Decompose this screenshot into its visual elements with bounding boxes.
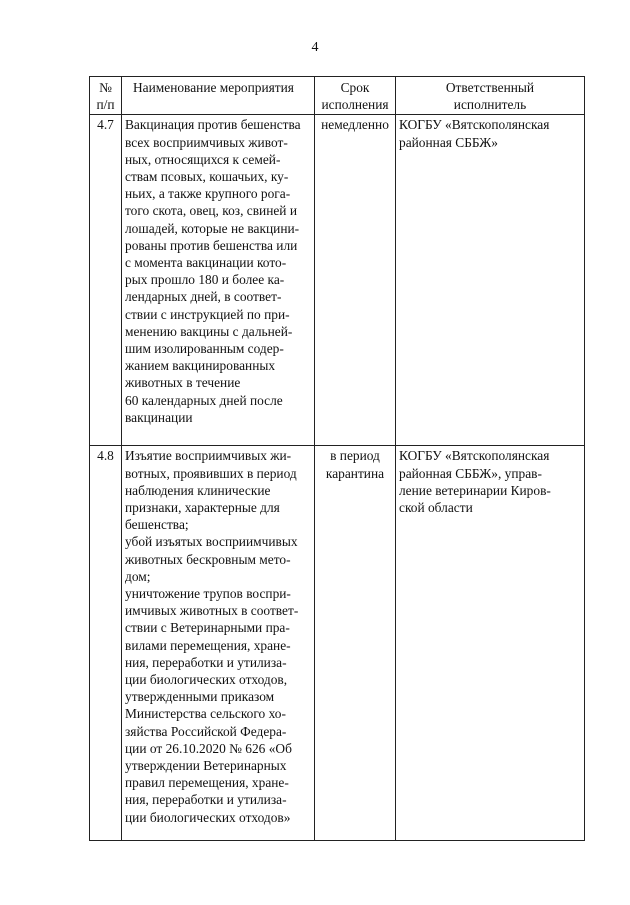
row-name-line: 60 календарных дней после bbox=[125, 392, 283, 408]
row-name-line: дом; bbox=[125, 568, 151, 584]
row-name-line: ньих, а также крупного рога- bbox=[125, 186, 291, 202]
page-number: 4 bbox=[311, 40, 319, 55]
table-row bbox=[90, 115, 585, 446]
row-name-line: шим изолированным содер- bbox=[125, 341, 284, 357]
row-name-line: Вакцинация против бешенства bbox=[125, 117, 301, 133]
header-term-line: исполнения bbox=[321, 97, 389, 113]
table-row bbox=[90, 446, 585, 841]
row-number: 4.7 bbox=[90, 115, 122, 446]
row-name-line: вотных, проявивших в период bbox=[125, 465, 297, 481]
row-responsible-line: районная СББЖ», управ- bbox=[399, 465, 542, 481]
row-name-line: рованы против бешенства или bbox=[125, 237, 298, 253]
row-term-line: немедленно bbox=[321, 117, 389, 133]
row-name-line: вилами перемещения, хране- bbox=[125, 637, 291, 653]
header-term-line: Срок bbox=[340, 80, 370, 95]
measures-table bbox=[89, 76, 585, 841]
row-name-line: утверждении Ветеринарных bbox=[125, 758, 287, 774]
row-name-line: Изъятие восприимчивых жи- bbox=[125, 448, 292, 464]
row-name-line: уничтожение трупов воспри- bbox=[125, 586, 291, 602]
header-responsible-line: исполнитель bbox=[453, 97, 527, 113]
row-name-line: всех восприимчивых живот- bbox=[125, 134, 288, 150]
table-header-row bbox=[90, 77, 585, 115]
row-responsible-cell bbox=[396, 115, 585, 446]
row-name-line: бешенства; bbox=[125, 517, 189, 533]
row-name-line: с момента вакцинации кото- bbox=[125, 255, 287, 271]
row-name-line: ния, переработки и утилиза- bbox=[125, 654, 287, 670]
row-name-line: убой изъятых восприимчивых bbox=[125, 534, 298, 550]
row-responsible-line: районная СББЖ» bbox=[399, 134, 498, 150]
row-name-line: утвержденными приказом bbox=[125, 689, 275, 705]
row-responsible-line: ление ветеринарии Киров- bbox=[399, 482, 551, 498]
row-name-line: животных в течение bbox=[125, 375, 241, 391]
header-term bbox=[315, 77, 396, 115]
row-name-line: ции от 26.10.2020 № 626 «Об bbox=[125, 740, 292, 756]
row-name-cell bbox=[122, 446, 315, 841]
header-name-label: Наименование мероприятия bbox=[133, 80, 294, 95]
row-name-line: ствам псовых, кошачьих, ку- bbox=[125, 169, 289, 185]
row-name-line: правил перемещения, хране- bbox=[125, 775, 289, 791]
row-term-cell bbox=[315, 115, 396, 446]
row-term-line: в период bbox=[330, 448, 380, 464]
header-responsible bbox=[396, 77, 585, 115]
row-name-line: жанием вакцинированных bbox=[125, 358, 276, 374]
row-name-line: того скота, овец, коз, свиней и bbox=[125, 203, 297, 219]
row-name-line: ствии с инструкцией по при- bbox=[125, 306, 290, 322]
header-number-line: п/п bbox=[96, 97, 115, 113]
header-number bbox=[90, 77, 122, 115]
row-name-line: наблюдения клинические bbox=[125, 482, 271, 498]
row-responsible-line: КОГБУ «Вятскополянская bbox=[399, 448, 550, 464]
header-name bbox=[122, 77, 315, 115]
header-number-line: № bbox=[99, 80, 112, 95]
row-name-line: Министерства сельского хо- bbox=[125, 706, 286, 722]
row-name-line: имчивых животных в соответ- bbox=[125, 603, 299, 619]
row-responsible-cell bbox=[396, 446, 585, 841]
row-name-line: ции биологических отходов» bbox=[125, 809, 291, 825]
row-name-cell bbox=[122, 115, 315, 446]
row-name-line: лошадей, которые не вакцини- bbox=[125, 220, 300, 236]
row-name-line: признаки, характерные для bbox=[125, 500, 280, 516]
row-name-line: ствии с Ветеринарными пра- bbox=[125, 620, 290, 636]
row-name-line: зяйства Российской Федера- bbox=[125, 723, 287, 739]
row-term-cell bbox=[315, 446, 396, 841]
row-name-line: менению вакцины с дальней- bbox=[125, 323, 293, 339]
row-name-line: рых прошло 180 и более ка- bbox=[125, 272, 285, 288]
row-name-line: ных, относящихся к семей- bbox=[125, 151, 281, 167]
row-number: 4.8 bbox=[90, 446, 122, 841]
row-name-line: лендарных дней, в соответ- bbox=[125, 289, 282, 305]
row-responsible-line: ской области bbox=[399, 500, 473, 516]
header-responsible-line: Ответственный bbox=[445, 80, 535, 95]
row-responsible-line: КОГБУ «Вятскополянская bbox=[399, 117, 550, 133]
row-name-line: вакцинации bbox=[125, 409, 193, 425]
row-name-line: животных бескровным мето- bbox=[125, 551, 291, 567]
row-term-line: карантина bbox=[325, 465, 385, 481]
row-name-line: ции биологических отходов, bbox=[125, 672, 288, 688]
row-name-line: ния, переработки и утилиза- bbox=[125, 792, 287, 808]
